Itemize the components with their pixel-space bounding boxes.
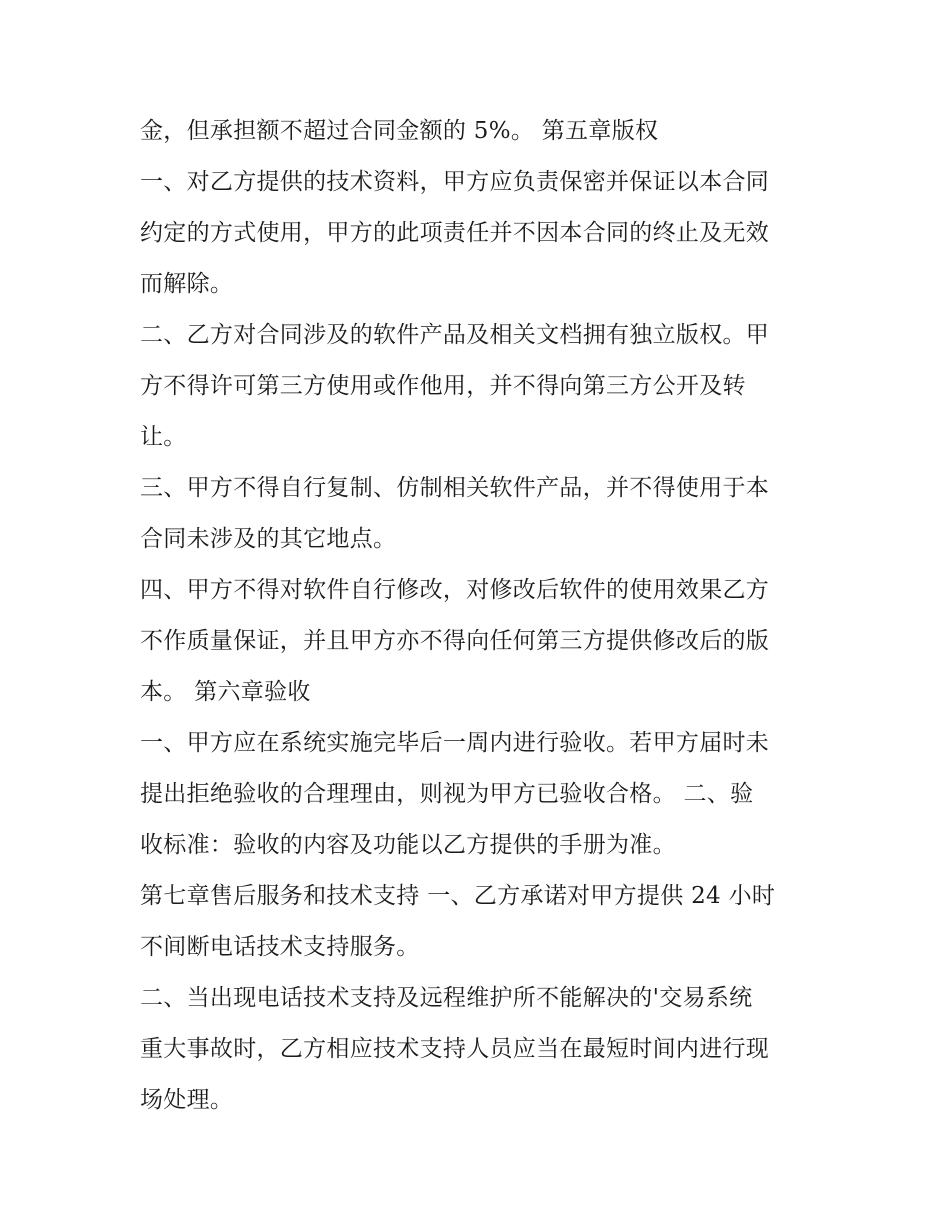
text-line: 而解除。 bbox=[140, 271, 234, 297]
text-line: 不作质量保证，并且甲方亦不得向任何第三方提供修改后的版 bbox=[140, 628, 770, 654]
text-line: 提出拒绝验收的合理理由，则视为甲方已验收合格。 二、验 bbox=[140, 781, 754, 807]
text-line: 一、甲方应在系统实施完毕后一周内进行验收。若甲方届时未 bbox=[140, 730, 770, 756]
text-line: 二、乙方对合同涉及的软件产品及相关文档拥有独立版权。甲 bbox=[140, 322, 770, 348]
text-line: 收标准：验收的内容及功能以乙方提供的手册为准。 bbox=[140, 832, 676, 858]
text-line: 场处理。 bbox=[140, 1087, 234, 1113]
text-line: 方不得许可第三方使用或作他用，并不得向第三方公开及转 bbox=[140, 373, 746, 399]
document-body bbox=[140, 106, 820, 1126]
text-line: 三、甲方不得自行复制、仿制相关软件产品，并不得使用于本 bbox=[140, 475, 770, 501]
text-line: 本。 第六章验收 bbox=[140, 679, 311, 705]
text-line: 让。 bbox=[140, 424, 187, 450]
text-line: 二、当出现电话技术支持及远程维护所不能解决的'交易系统 bbox=[140, 985, 753, 1011]
text-line: 金，但承担额不超过合同金额的 5%。 第五章版权 bbox=[140, 118, 659, 144]
text-line: 不间断电话技术支持服务。 bbox=[140, 934, 420, 960]
text-line: 第七章售后服务和技术支持 一、乙方承诺对甲方提供 24 小时 bbox=[140, 883, 776, 909]
text-line: 四、甲方不得对软件自行修改，对修改后软件的使用效果乙方 bbox=[140, 577, 770, 603]
text-line: 一、对乙方提供的技术资料，甲方应负责保密并保证以本合同 bbox=[140, 169, 770, 195]
text-line: 重大事故时，乙方相应技术支持人员应当在最短时间内进行现 bbox=[140, 1036, 770, 1062]
text-line: 合同未涉及的其它地点。 bbox=[140, 526, 397, 552]
text-line: 约定的方式使用，甲方的此项责任并不因本合同的终止及无效 bbox=[140, 220, 770, 246]
